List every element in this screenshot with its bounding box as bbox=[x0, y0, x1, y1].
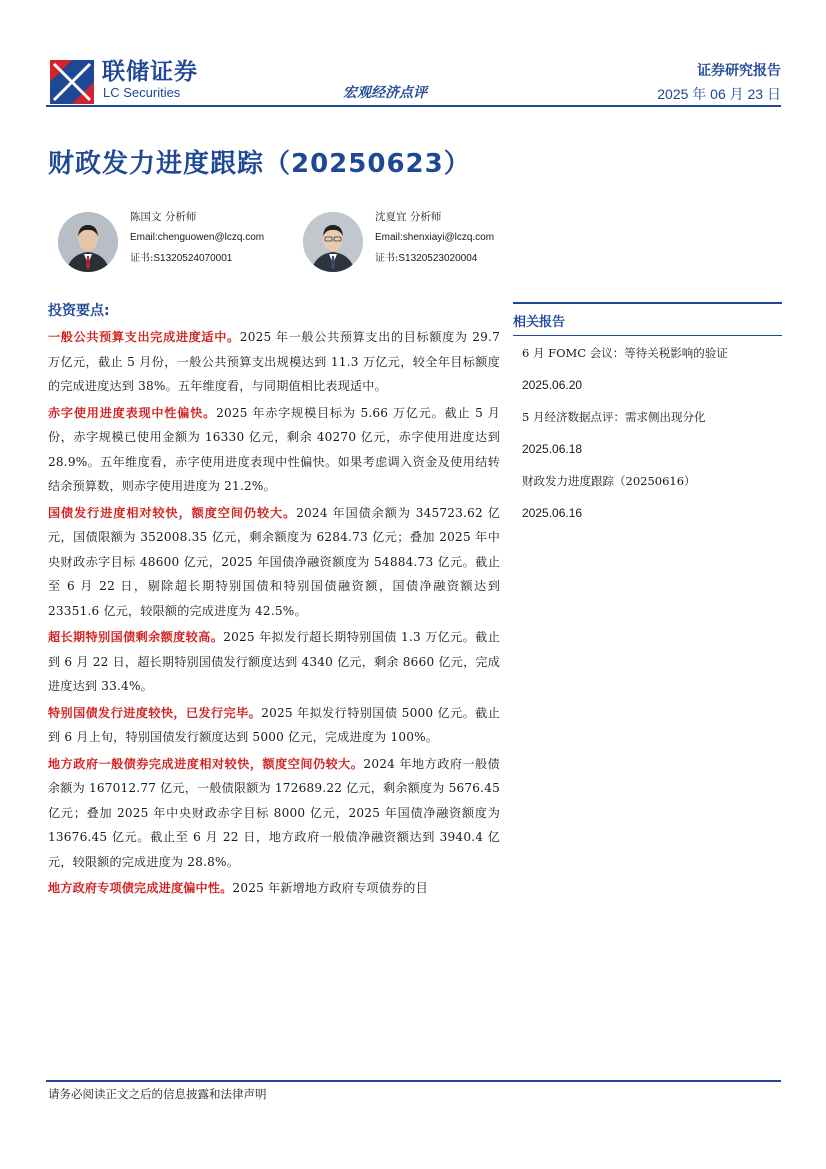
analyst-email[interactable]: Email:shenxiayi@lczq.com bbox=[375, 232, 495, 243]
paragraph-highlight: 赤字使用进度表现中性偏快。 bbox=[48, 405, 217, 420]
paragraph-text: 2025 年赤字规模目标为 5.66 万亿元。截止 5 月份，赤字规模已使用金额为 16330 亿元，剩余 40270 亿元，赤字使用进度达到 28.9%。五年维度看，赤字使用进度表现中性偏快。如果考虑调入资金及使用结转结余预算数，则赤字使用进度为 21.2%。 bbox=[48, 405, 501, 493]
paragraph-text: 2025 年拟发行特别国债 5000 亿元。截止到 6 月上旬，特别国债发行额度达到 5000 亿元，完成进度为 100%。 bbox=[48, 705, 500, 744]
analyst-photo bbox=[58, 212, 118, 272]
highlight-paragraph bbox=[48, 876, 500, 901]
brand-name-cn: 联储证券 bbox=[102, 59, 198, 85]
report-date: 2025 年 06 月 23 日 bbox=[657, 86, 781, 102]
paragraph-highlight: 特别国债发行进度较快，已发行完毕。 bbox=[48, 705, 262, 720]
page-title: 财政发力进度跟踪（20250623） bbox=[48, 149, 471, 179]
analyst-card bbox=[303, 210, 543, 274]
analyst-cert: S1320523020004 bbox=[398, 253, 478, 264]
highlight-paragraph bbox=[48, 325, 500, 399]
paragraph-text: 2024 年国债余额为 345723.62 亿元，国债限额为 352008.35 亿元，剩余额度为 6284.73 亿元；叠加 2025 年中央财政赤字目标 48600 亿元，2025 年国债净融资额度为 54884.73 亿元。截止至 6 月 22 日，剔除超长期特别国债和特别国债融资额，国债净融资额达到 23351.6 亿元，较限额的完成进度为 42.5%。 bbox=[48, 505, 500, 618]
analyst-email[interactable]: Email:chenguowen@lczq.com bbox=[130, 232, 265, 243]
highlight-paragraph bbox=[48, 501, 500, 624]
footer-divider bbox=[46, 1080, 781, 1082]
related-report-item[interactable] bbox=[513, 345, 782, 393]
related-report-date: 2025.06.20 bbox=[522, 378, 583, 392]
highlight-paragraph bbox=[48, 701, 500, 750]
paragraph-text: 2025 年一般公共预算支出的目标额度为 29.7 万亿元，截止 5 月份，一般公共预算支出规模达到 11.3 万亿元，较全年目标额度的完成进度达到 38%。五年维度看，与同期值相比表现适中。 bbox=[48, 330, 500, 393]
analyst-role: 分析师 bbox=[164, 211, 197, 223]
analyst-card bbox=[58, 210, 298, 274]
cert-label: 证书: bbox=[375, 253, 399, 264]
related-report-item[interactable] bbox=[513, 473, 782, 521]
paragraph-highlight: 超长期特别国债剩余额度较高。 bbox=[48, 630, 224, 644]
highlight-paragraph bbox=[48, 625, 500, 699]
investment-highlights bbox=[48, 302, 500, 903]
related-reports-panel bbox=[513, 302, 782, 537]
paragraph-highlight: 国债发行进度相对较快，额度空间仍较大。 bbox=[48, 505, 297, 520]
sidebar-divider bbox=[513, 335, 782, 336]
sidebar-top-divider bbox=[513, 302, 782, 304]
analyst-photo bbox=[303, 212, 363, 272]
paragraph-highlight: 地方政府一般债券完成进度相对较快，额度空间仍较大。 bbox=[48, 756, 364, 771]
highlight-paragraph bbox=[48, 401, 500, 499]
analyst-name: 陈国文 bbox=[130, 211, 162, 223]
analyst-role: 分析师 bbox=[409, 211, 442, 223]
legal-disclaimer: 请务必阅读正文之后的信息披露和法律声明 bbox=[48, 1087, 267, 1101]
report-type: 证券研究报告 bbox=[697, 63, 781, 79]
paragraph-text: 2025 年拟发行超长期特别国债 1.3 万亿元。截止到 6 月 22 日，超长期特别国债发行额度达到 4340 亿元，剩余 8660 亿元，完成进度达到 33.4%。 bbox=[48, 630, 500, 693]
related-report-date: 2025.06.18 bbox=[522, 442, 583, 456]
related-report-title[interactable]: 6 月 FOMC 会议：等待关税影响的验证 bbox=[522, 346, 728, 360]
paragraph-highlight: 地方政府专项债完成进度偏中性。 bbox=[48, 881, 233, 895]
analyst-name: 沈夏宜 bbox=[375, 211, 407, 223]
highlight-paragraph bbox=[48, 752, 500, 875]
analyst-cert: S1320524070001 bbox=[153, 253, 233, 264]
related-reports-heading: 相关报告 bbox=[513, 315, 566, 330]
paragraph-text: 2024 年地方政府一般债余额为 167012.77 亿元，一般债限额为 172689.22 亿元，剩余额度为 5676.45 亿元；叠加 2025 年中央财政赤字目标 8000 亿元，2025 年国债净融资额度为 13676.45 亿元。截止至 6 月 22 日，地方政府一般债净融资额达到 3940.4 亿元，较限额的完成进度为 28.8%。 bbox=[48, 756, 500, 869]
related-report-title[interactable]: 财政发力进度跟踪（20250616） bbox=[522, 474, 696, 488]
paragraph-highlight: 一般公共预算支出完成进度适中。 bbox=[48, 330, 240, 344]
related-report-title[interactable]: 5 月经济数据点评：需求侧出现分化 bbox=[522, 410, 706, 424]
related-report-date: 2025.06.16 bbox=[522, 506, 583, 520]
section-heading: 投资要点: bbox=[48, 303, 110, 319]
report-category: 宏观经济点评 bbox=[343, 85, 427, 101]
cert-label: 证书: bbox=[130, 253, 154, 264]
related-report-item[interactable] bbox=[513, 409, 782, 457]
lc-securities-logo-icon bbox=[50, 60, 94, 104]
brand-name-en: LC Securities bbox=[103, 85, 181, 100]
header-divider bbox=[46, 105, 781, 107]
paragraph-text: 2025 年新增地方政府专项债券的目 bbox=[232, 881, 428, 895]
